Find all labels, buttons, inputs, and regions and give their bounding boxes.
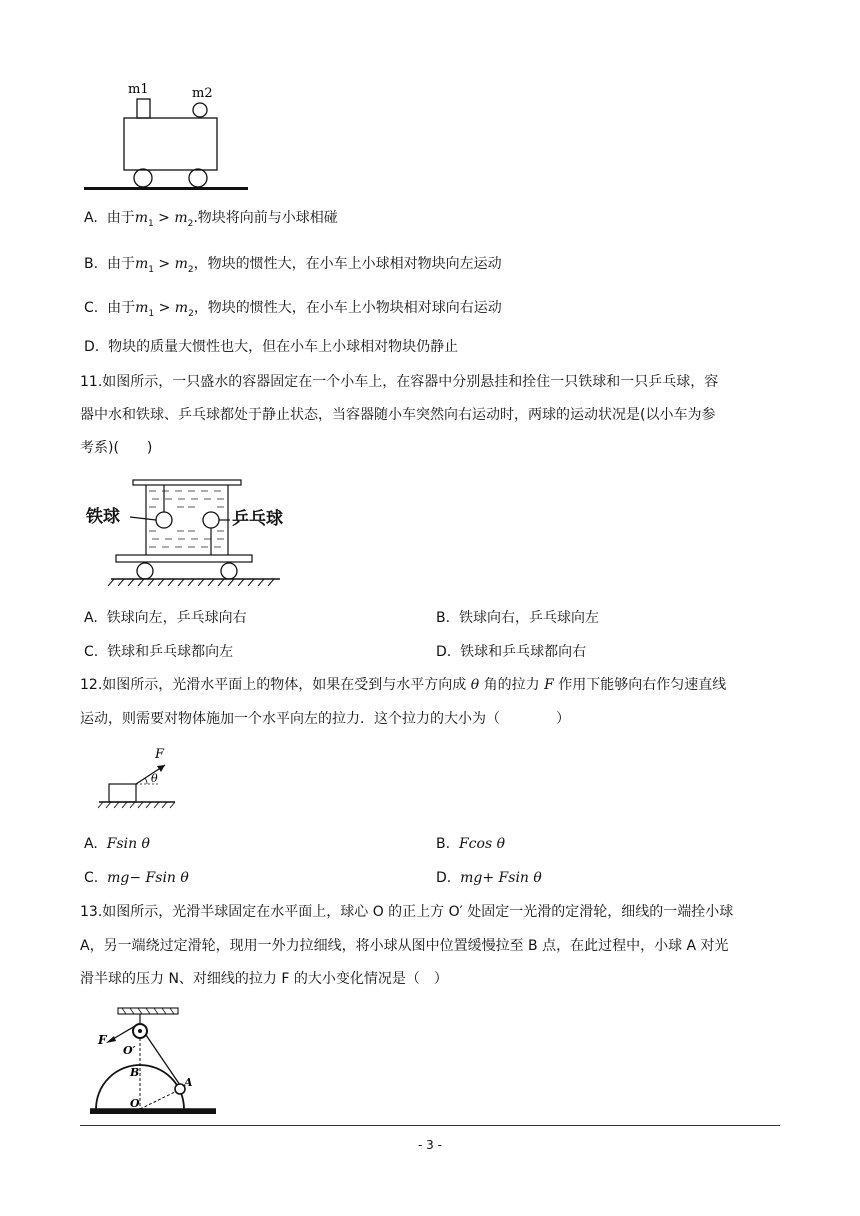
q10-option-c: C. 由于$m_1 > m_2$，物块的惯性大，在小车上小物块相对球向右运动 [84,300,502,319]
figure-cart-block-ball [80,75,260,200]
q12-stem-line2: 运动，则需要对物体施加一个水平向左的拉力．这个拉力的大小为（ ） [80,711,570,727]
q10-option-d: D. 物块的质量大惯性也大，但在小车上小球相对物块仍静止 [84,339,459,355]
q10-option-a: A. 由于$m_1 > m_2$.物块将向前与小球相碰 [84,210,338,229]
figure-water-container [80,475,290,595]
q11-stem-line2: 器中水和铁球、乒乓球都处于静止状态，当容器随小车突然向右运动时，两球的运动状况是(以小车为参 [80,407,716,423]
q13-stem-line3: 滑半球的压力 N、对细线的拉力 F 的大小变化情况是（ ） [80,971,448,987]
label-theta: θ [151,772,158,785]
q11-stem-line3: 考系)( ) [80,440,153,456]
q13-stem-line1: 13.如图所示，光滑半球固定在水平面上，球心 O 的正上方 O′ 处固定一光滑的定滑轮，细线的一端拴小球 [80,904,734,920]
footer-divider [80,1125,780,1126]
q13-stem-line2: A，另一端绕过定滑轮，现用一外力拉细线，将小球从图中位置缓慢拉至 B 点，在此过程中，小球 A 对光 [80,938,729,954]
label-force-F: F [155,747,165,762]
label-O: O [130,1097,140,1110]
figure-hemisphere-pulley [88,1005,228,1117]
q11-option-d: D. 铁球和乒乓球都向右 [436,644,587,660]
label-iron-ball: 铁球 [86,507,120,527]
q11-option-c: C. 铁球和乒乓球都向左 [84,644,234,660]
q11-stem-line1: 11.如图所示，一只盛水的容器固定在一个小车上，在容器中分别悬挂和拴住一只铁球和一只乒乓球，容 [80,374,719,390]
q12-option-a: A. Fsin θ [84,836,150,852]
label-F: F [98,1033,107,1047]
label-pingpong-ball: 乒乓球 [232,509,283,529]
label-m2: m2 [192,86,213,101]
label-O-prime: O′ [123,1044,136,1057]
label-A: A [184,1076,193,1089]
q12-option-b: B. Fcos θ [436,836,506,852]
q11-option-a: A. 铁球向左，乒乓球向右 [84,610,247,626]
q10-option-b: B. 由于$m_1 > m_2$，物块的惯性大，在小车上小球相对物块向左运动 [84,256,502,275]
figure-block-force [95,742,185,810]
q12-option-c: C. mg− Fsin θ [84,870,189,886]
label-m1: m1 [128,82,149,97]
label-B: B [130,1066,140,1079]
page-number: - 3 - [418,1138,442,1152]
q12-option-d: D. mg+ Fsin θ [436,870,542,886]
q11-option-b: B. 铁球向右，乒乓球向左 [436,610,599,626]
q12-stem-line1: 12.如图所示，光滑水平面上的物体，如果在受到与水平方向成 θ 角的拉力 F 作用下能够向右作匀速直线 [80,677,727,693]
